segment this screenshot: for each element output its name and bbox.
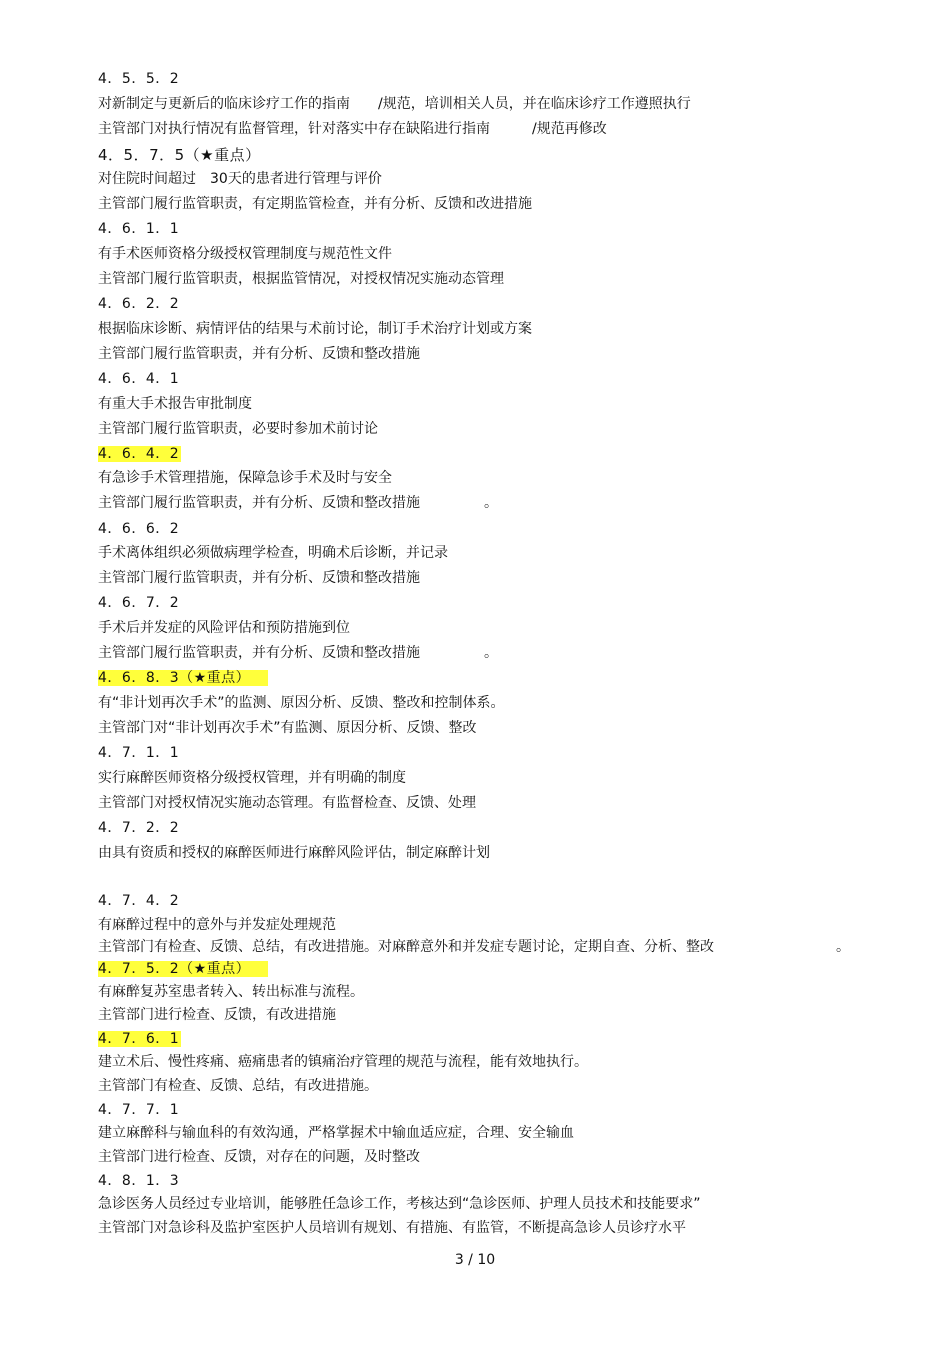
requirement-text: 建立术后、慢性疼痛、癌痛患者的镇痛治疗管理的规范与流程，能有效地执行。 xyxy=(98,1054,588,1070)
supervision-text: 主管部门对急诊科及监护室医护人员培训有规划、有措施、有监管，不断提高急诊人员诊疗水平 xyxy=(98,1220,686,1236)
supervision-text: 主管部门有检查、反馈、总结，有改进措施。 xyxy=(98,1078,378,1094)
section-number-highlighted xyxy=(98,1030,181,1048)
highlighted-section-number: 4．6．8．3（★重点） xyxy=(98,670,268,686)
requirement-text: 根据临床诊断、病情评估的结果与术前讨论，制订手术治疗计划或方案 xyxy=(98,321,532,337)
section-number: 4．5．5．2 xyxy=(98,71,180,87)
supervision-text: 主管部门履行监管职责，并有分析、反馈和整改措施 xyxy=(98,570,420,586)
requirement-text: 实行麻醉医师资格分级授权管理，并有明确的制度 xyxy=(98,770,406,786)
supervision-text: 主管部门履行监管职责，并有分析、反馈和整改措施 xyxy=(98,645,420,661)
requirement-text: 建立麻醉科与输血科的有效沟通，严格掌握术中输血适应症，合理、安全输血 xyxy=(98,1125,574,1141)
requirement-text: 有手术医师资格分级授权管理制度与规范性文件 xyxy=(98,246,392,262)
page-number: 3 / 10 xyxy=(454,1252,496,1268)
highlighted-section-number: 4．7．6．1 xyxy=(98,1031,180,1047)
section-number: 4．6．6．2 xyxy=(98,521,180,537)
supervision-text: 主管部门履行监管职责，并有分析、反馈和整改措施 xyxy=(98,346,420,362)
requirement-text: 有麻醉过程中的意外与并发症处理规范 xyxy=(98,917,336,933)
requirement-text: 有“非计划再次手术”的监测、原因分析、反馈、整改和控制体系。 xyxy=(98,695,505,711)
section-number-highlighted xyxy=(98,669,268,687)
requirement-text: 由具有资质和授权的麻醉医师进行麻醉风险评估，制定麻醉计划 xyxy=(98,845,490,861)
requirement-text: 有重大手术报告审批制度 xyxy=(98,396,252,412)
requirement-text: 手术离体组织必须做病理学检查，明确术后诊断，并记录 xyxy=(98,545,448,561)
supervision-text: 主管部门进行检查、反馈，有改进措施 xyxy=(98,1007,336,1023)
supervision-text: 主管部门履行监管职责，根据监管情况，对授权情况实施动态管理 xyxy=(98,271,504,287)
requirement-text: 对新制定与更新后的临床诊疗工作的指南 /规范，培训相关人员，并在临床诊疗工作遵照执行 xyxy=(98,96,691,112)
supervision-text: 主管部门履行监管职责，必要时参加术前讨论 xyxy=(98,421,378,437)
supervision-text: 主管部门进行检查、反馈，对存在的问题，及时整改 xyxy=(98,1149,420,1165)
requirement-text: 急诊医务人员经过专业培训，能够胜任急诊工作，考核达到“急诊医师、护理人员技术和技能要求” xyxy=(98,1196,701,1212)
supervision-text: 主管部门对授权情况实施动态管理。有监督检查、反馈、处理 xyxy=(98,795,476,811)
section-number-highlighted xyxy=(98,445,181,463)
requirement-text: 对住院时间超过 30天的患者进行管理与评价 xyxy=(98,171,382,187)
highlighted-section-number: 4．7．5．2（★重点） xyxy=(98,961,268,977)
supervision-text: 主管部门对执行情况有监督管理，针对落实中存在缺陷进行指南 /规范再修改 xyxy=(98,121,607,137)
supervision-text: 主管部门履行监管职责，有定期监管检查，并有分析、反馈和改进措施 xyxy=(98,196,532,212)
supervision-text: 主管部门履行监管职责，并有分析、反馈和整改措施 xyxy=(98,495,420,511)
supervision-text: 主管部门对“非计划再次手术”有监测、原因分析、反馈、整改 xyxy=(98,720,477,736)
section-number-highlighted xyxy=(98,960,268,978)
section-number: 4．6．2．2 xyxy=(98,296,180,312)
section-number: 4．7．4．2 xyxy=(98,893,180,909)
supervision-text: 主管部门有检查、反馈、总结，有改进措施。对麻醉意外和并发症专题讨论，定期自查、分析、整改 xyxy=(98,939,714,955)
trailing-period: 。 xyxy=(484,495,498,511)
section-number: 4．7．2．2 xyxy=(98,820,180,836)
section-number: 4．6．1．1 xyxy=(98,221,180,237)
requirement-text: 有麻醉复苏室患者转入、转出标准与流程。 xyxy=(98,984,364,1000)
section-number: 4．7．1．1 xyxy=(98,745,180,761)
highlighted-section-number: 4．6．4．2 xyxy=(98,446,180,462)
requirement-text: 有急诊手术管理措施，保障急诊手术及时与安全 xyxy=(98,470,392,486)
requirement-text: 手术后并发症的风险评估和预防措施到位 xyxy=(98,620,350,636)
section-number: 4．6．4．1 xyxy=(98,371,180,387)
section-number: 4．5．7．5（★重点） xyxy=(98,146,261,164)
section-number: 4．6．7．2 xyxy=(98,595,180,611)
trailing-period: 。 xyxy=(484,645,498,661)
section-number: 4．8．1．3 xyxy=(98,1173,180,1189)
section-number: 4．7．7．1 xyxy=(98,1102,180,1118)
trailing-period: 。 xyxy=(836,939,850,955)
